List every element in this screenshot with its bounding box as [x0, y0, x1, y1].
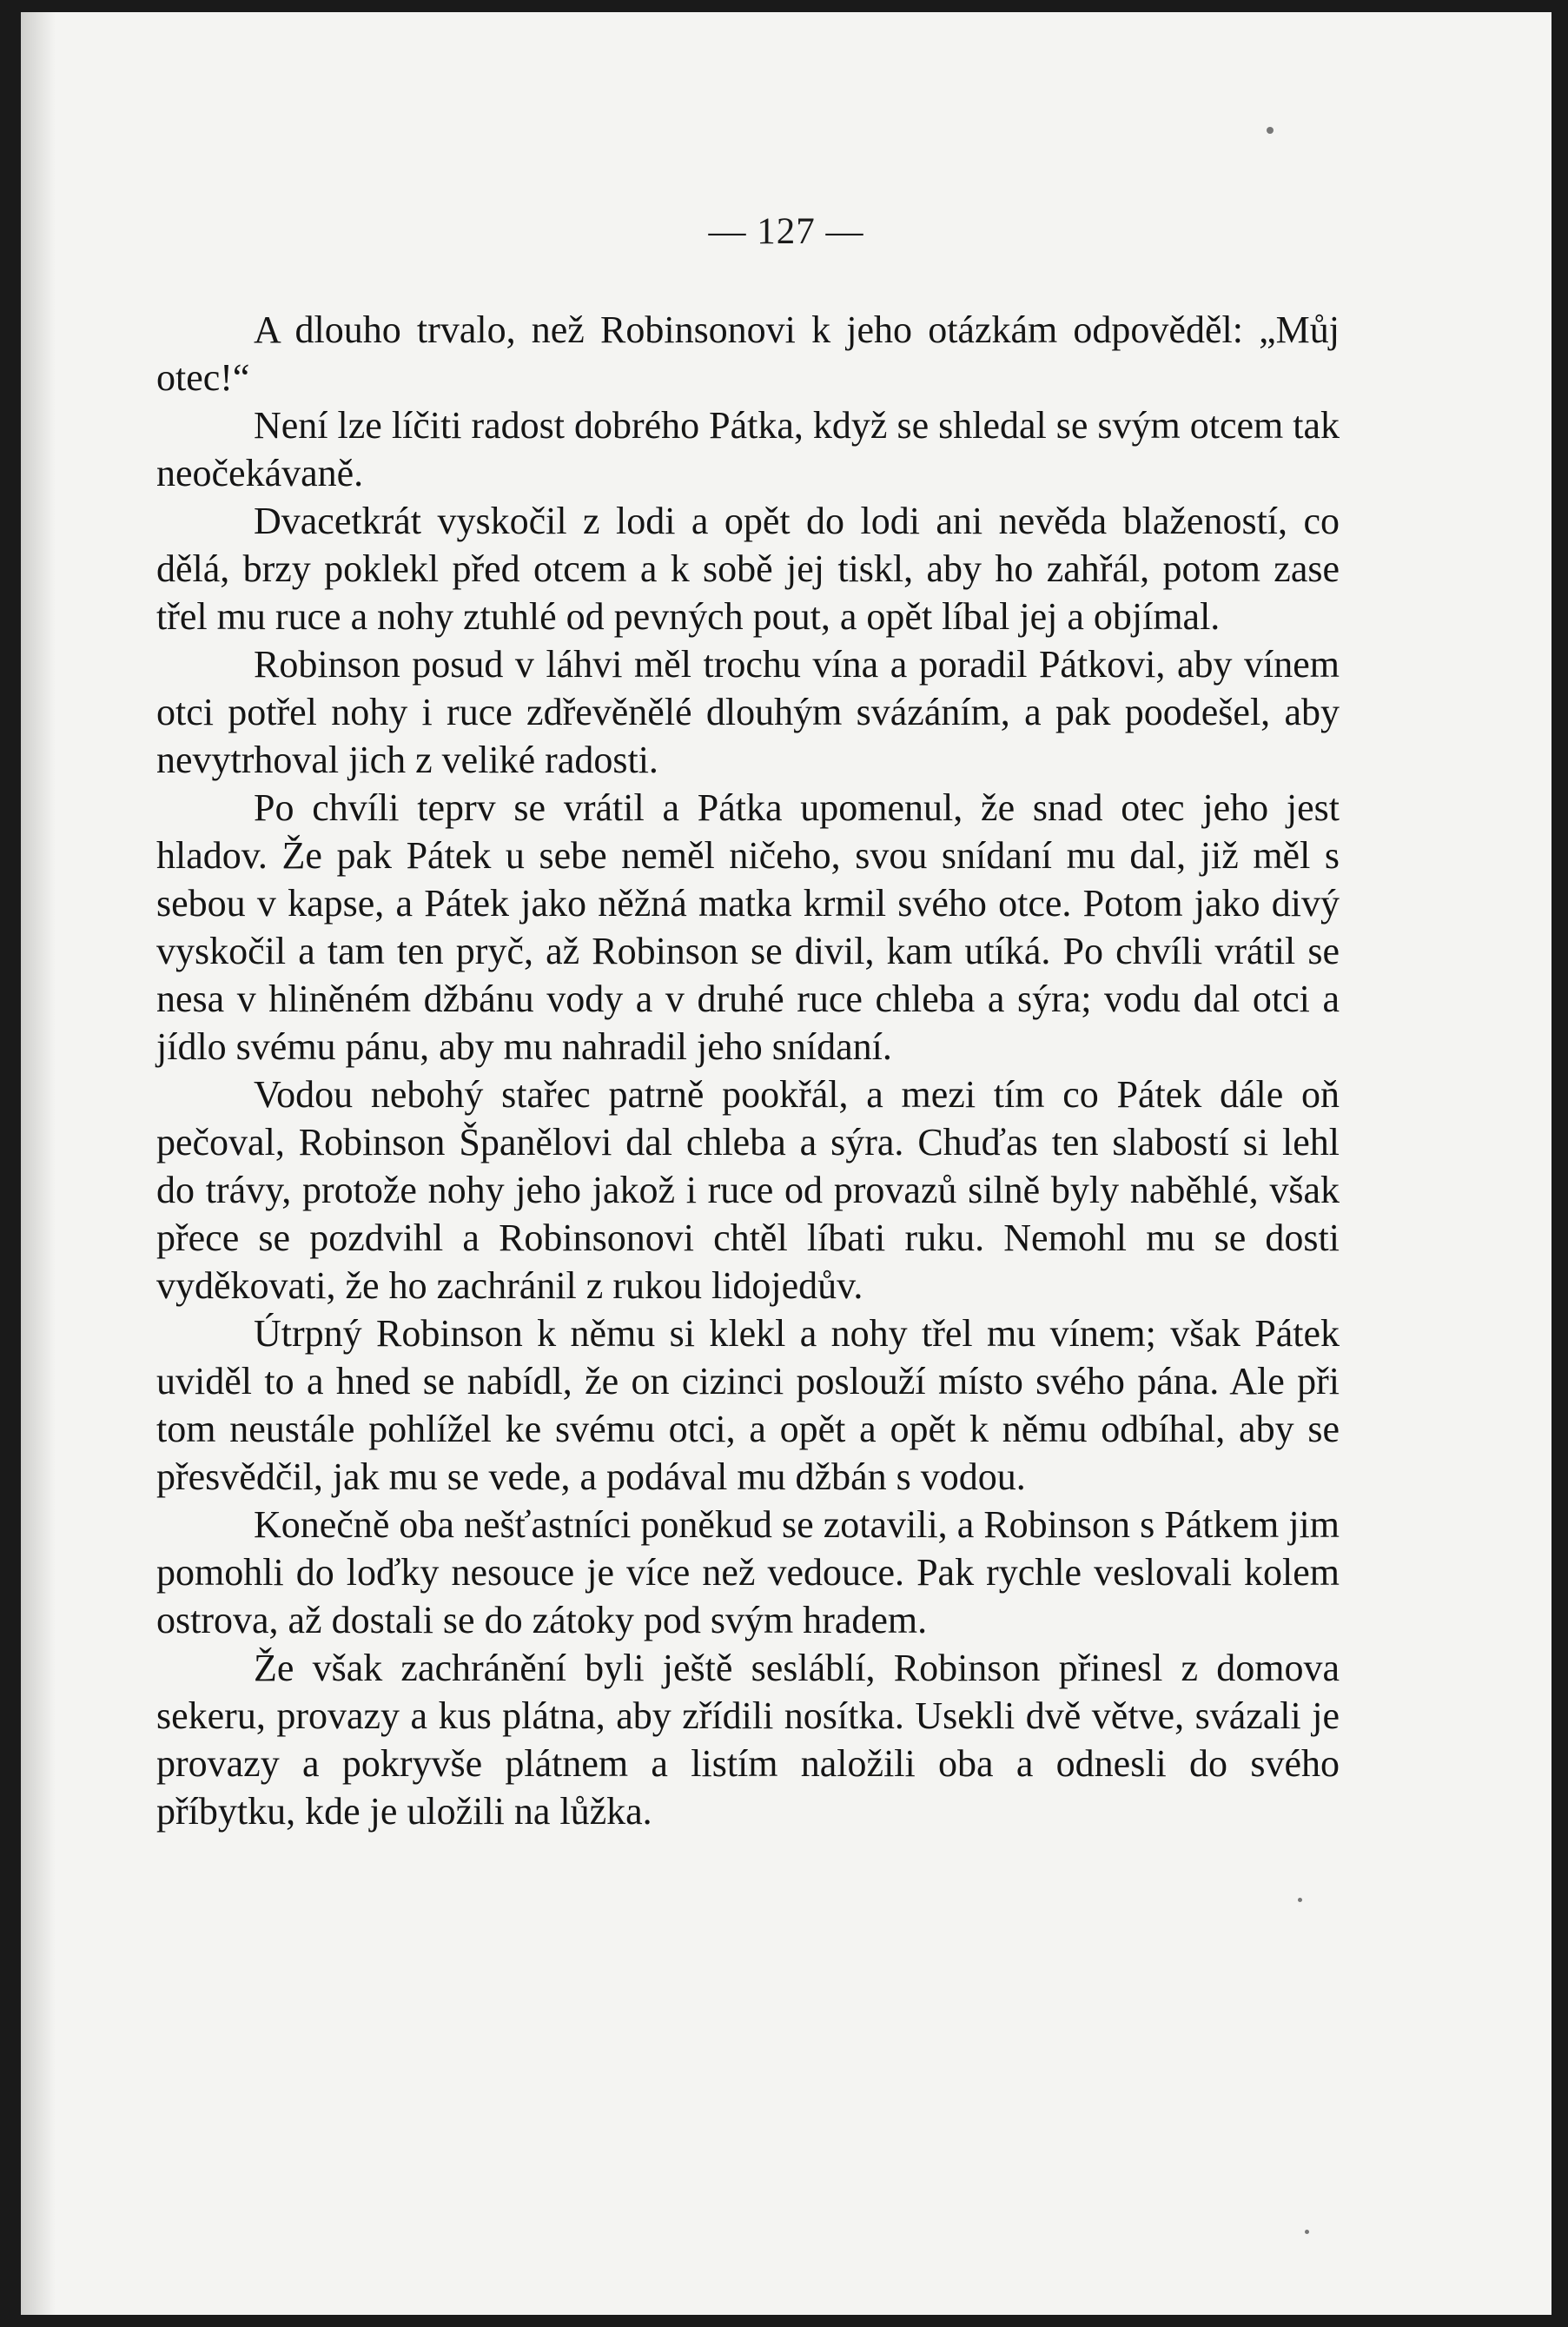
scan-speck — [1267, 127, 1274, 134]
scan-speck — [1298, 1898, 1302, 1902]
paragraph-5: Po chvíli teprv se vrátil a Pátka upomenul, že snad otec jeho jest hladov. Že pak Pátek u sebe neměl ničeho, svou snídaní mu dal, již měl s sebou v kapse, a Pátek jako něžná matka krmil svého otce. Potom jako divý vyskočil a tam ten pryč, až Robinson se divil, kam utíká. Po chvíli vrátil se nesa v hliněném džbánu vody a v druhé ruce chleba a sýra; vodu dal otci a jídlo svému pánu, aby mu nahradil jeho snídaní. — [156, 786, 1340, 1068]
page-number: — 127 — — [708, 211, 864, 252]
paragraph-6: Vodou nebohý stařec patrně pookřál, a mezi tím co Pátek dále oň pečoval, Robinson Španělovi dal chleba a sýra. Chuďas ten slabostí si lehl do trávy, protože nohy jeho jakož i ruce od provazů silně byly naběhlé, však přece se pozdvihl a Robinsonovi chtěl líbati ruku. Nemohl mu se dosti vyděkovati, že ho zachránil z rukou lidojedův. — [156, 1073, 1340, 1307]
paragraph-4: Robinson posud v láhvi měl trochu vína a poradil Pátkovi, aby vínem otci potřel nohy i ruce zdřevěnělé dlouhým svázáním, a pak poodešel, aby nevytrhoval jich z veliké radosti. — [156, 643, 1340, 781]
paragraph-8: Konečně oba nešťastníci poněkud se zotavili, a Robinson s Pátkem jim pomohli do loďky nesouce je více než vedouce. Pak rychle veslovali kolem ostrova, až dostali se do zátoky pod svým hradem. — [156, 1503, 1340, 1641]
paragraph-9: Že však zachránění byli ještě sesláblí, Robinson přinesl z domova sekeru, provazy a kus plátna, aby zřídili nosítka. Usekli dvě větve, svázali je provazy a pokryvše plátnem a listím naložili oba a odnesli do svého příbytku, kde je uložili na lůžka. — [156, 1647, 1340, 1833]
paragraph-2: Není lze líčiti radost dobrého Pátka, když se shledal se svým otcem tak neočekávaně. — [156, 404, 1340, 494]
paragraph-1: A dlouho trvalo, než Robinsonovi k jeho otázkám odpověděl: „Můj otec!“ — [156, 308, 1340, 399]
page-edge-shadow — [21, 12, 56, 2315]
body-text — [156, 306, 1340, 1835]
scan-speck — [1305, 2230, 1309, 2234]
paragraph-3: Dvacetkrát vyskočil z lodi a opět do lodi ani nevěda blažeností, co dělá, brzy poklekl před otcem a k sobě jej tiskl, aby ho zahřál, potom zase třel mu ruce a nohy ztuhlé od pevných pout, a opět líbal jej a objímal. — [156, 500, 1340, 638]
paragraph-7: Útrpný Robinson k němu si klekl a nohy třel mu vínem; však Pátek uviděl to a hned se nabídl, že on cizinci poslouží místo svého pána. Ale při tom neustále pohlížel ke svému otci, a opět a opět k němu odbíhal, aby se přesvědčil, jak mu se vede, a podával mu džbán s vodou. — [156, 1312, 1340, 1498]
book-page — [21, 12, 1551, 2315]
